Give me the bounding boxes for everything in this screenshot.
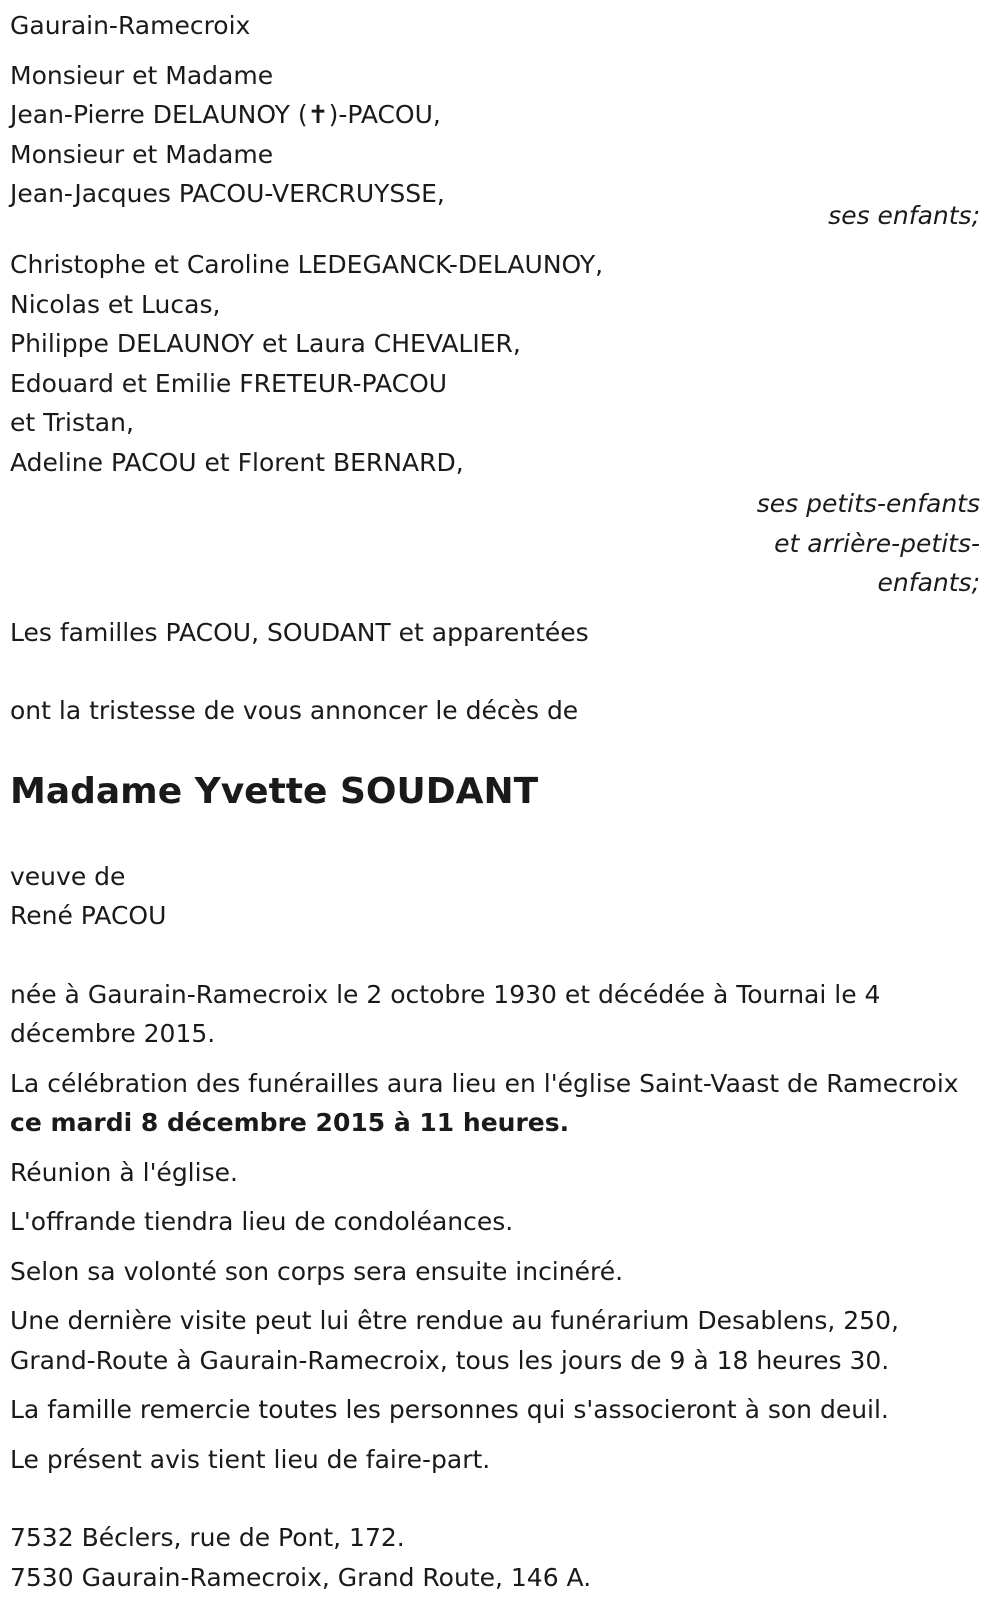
visit-paragraph: Une dernière visite peut lui être rendue au funérarium Desablens, 250, Grand-Route à Gaurain-Ramecroix, tous les jours de 9 à 18 heures 30. [10,1301,980,1380]
grandchildren-role [10,484,980,603]
children-role: ses enfants; [10,196,980,236]
grandchildren-line: Nicolas et Lucas, [10,285,980,325]
address-line: 7532 Béclers, rue de Pont, 172. [10,1518,980,1558]
grandchildren-role-line: enfants; [10,563,980,603]
grandchildren-role-line: et arrière-petits- [10,524,980,564]
children-line: Monsieur et Madame [10,56,980,96]
deceased-name: Madame Yvette SOUDANT [10,767,980,817]
addresses-block [10,1518,980,1597]
families-line: Les familles PACOU, SOUDANT et apparentées [10,613,980,653]
grandchildren-block [10,245,980,603]
grandchildren-line: Adeline PACOU et Florent BERNARD, [10,443,980,483]
children-line: Jean-Pierre DELAUNOY (✝)-PACOU, [10,95,980,135]
grandchildren-line: et Tristan, [10,403,980,443]
children-line: Monsieur et Madame [10,135,980,175]
birth-death-paragraph: née à Gaurain-Ramecroix le 2 octobre 1930 et décédée à Tournai le 4 décembre 2015. [10,975,980,1054]
funeral-date: ce mardi 8 décembre 2015 à 11 heures. [10,1108,569,1137]
grandchildren-role-line: ses petits-enfants [10,484,980,524]
grandchildren-line: Philippe DELAUNOY et Laura CHEVALIER, [10,324,980,364]
grandchildren-line: Edouard et Emilie FRETEUR-PACOU [10,364,980,404]
notice-paragraph: Le présent avis tient lieu de faire-part. [10,1440,980,1480]
grandchildren-line: Christophe et Caroline LEDEGANCK-DELAUNOY, [10,245,980,285]
offering-paragraph: L'offrande tiendra lieu de condoléances. [10,1202,980,1242]
announcement-line: ont la tristesse de vous annoncer le décès de [10,691,980,731]
children-block [10,56,980,236]
header-city: Gaurain-Ramecroix [10,6,980,46]
spouse-name: René PACOU [10,896,980,936]
funeral-paragraph [10,1064,980,1143]
children-line: Jean-Jacques PACOU-VERCRUYSSE, [10,174,980,214]
cremation-paragraph: Selon sa volonté son corps sera ensuite incinéré. [10,1252,980,1292]
funeral-intro: La célébration des funérailles aura lieu en l'église Saint-Vaast de Ramecroix [10,1069,959,1098]
widow-of-label: veuve de [10,857,980,897]
obituary-notice [10,6,980,1597]
address-line: 7530 Gaurain-Ramecroix, Grand Route, 146 A. [10,1558,980,1597]
meeting-paragraph: Réunion à l'église. [10,1153,980,1193]
thanks-paragraph: La famille remercie toutes les personnes qui s'associeront à son deuil. [10,1390,980,1430]
